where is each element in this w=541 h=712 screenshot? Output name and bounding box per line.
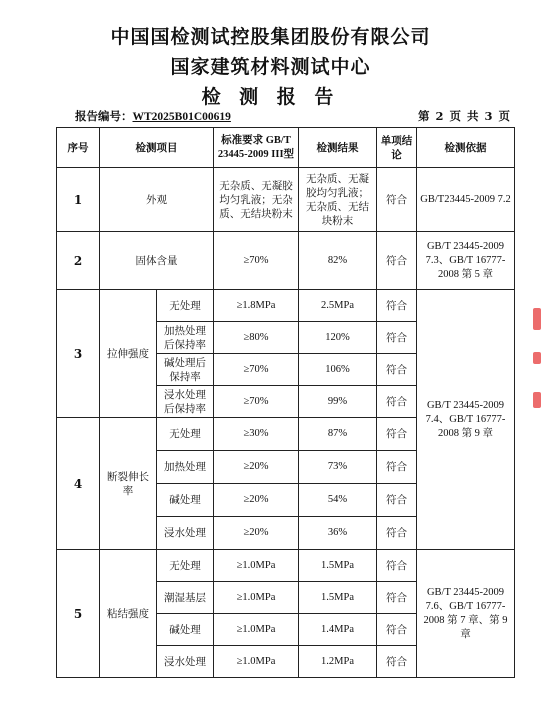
sub-item: 碱处理 <box>157 484 214 517</box>
row-requirement: ≥20% <box>214 484 299 517</box>
row-result: 87% <box>299 418 377 451</box>
row-requirement: ≥30% <box>214 418 299 451</box>
header-verdict: 单项结论 <box>377 128 417 168</box>
row-verdict: 符合 <box>377 418 417 451</box>
sub-item: 无处理 <box>157 290 214 322</box>
row-requirement: ≥1.0MPa <box>214 646 299 678</box>
sub-item: 加热处理 <box>157 451 214 484</box>
row-requirement: ≥70% <box>214 232 299 290</box>
company-name: 中国国检测试控股集团股份有限公司 <box>110 26 431 48</box>
row-verdict: 符合 <box>377 354 417 386</box>
header-serial: 序号 <box>57 128 100 168</box>
row-verdict: 符合 <box>377 646 417 678</box>
row-verdict: 符合 <box>377 451 417 484</box>
table-row <box>57 550 515 582</box>
sub-item: 浸水处理后保持率 <box>157 386 214 418</box>
report-number <box>75 108 231 124</box>
seal-stamp-fragment <box>533 392 541 408</box>
row-requirement: ≥80% <box>214 322 299 354</box>
row-result: 54% <box>299 484 377 517</box>
row-verdict: 符合 <box>377 386 417 418</box>
row-verdict: 符合 <box>377 582 417 614</box>
row-serial: 2 <box>57 232 100 290</box>
row-serial: 1 <box>57 168 100 232</box>
seal-stamp-fragment <box>533 308 541 330</box>
row-result: 82% <box>299 232 377 290</box>
row-result: 99% <box>299 386 377 418</box>
row-verdict: 符合 <box>377 484 417 517</box>
row-result: 106% <box>299 354 377 386</box>
row-verdict: 符合 <box>377 290 417 322</box>
sub-item: 碱处理后保持率 <box>157 354 214 386</box>
row-verdict: 符合 <box>377 517 417 550</box>
document-title: 检 测 报 告 <box>201 86 340 108</box>
row-serial: 5 <box>57 550 100 678</box>
row-serial: 3 <box>57 290 100 418</box>
header-item: 检测项目 <box>100 128 214 168</box>
table-header-row <box>57 128 515 168</box>
row-item: 拉伸强度 <box>100 290 157 418</box>
results-table <box>56 127 515 678</box>
header-basis: 检测依据 <box>417 128 515 168</box>
sub-item: 浸水处理 <box>157 646 214 678</box>
report-number-value: WT2025B01C00619 <box>132 111 231 123</box>
page-info: 第 2 页 共 3 页 <box>417 109 511 123</box>
row-result: 120% <box>299 322 377 354</box>
center-name: 国家建筑材料测试中心 <box>170 56 371 78</box>
report-meta <box>75 108 511 124</box>
row-requirement: ≥20% <box>214 451 299 484</box>
row-requirement: ≥70% <box>214 386 299 418</box>
row-requirement: ≥1.0MPa <box>214 582 299 614</box>
row-result: 36% <box>299 517 377 550</box>
sub-item: 无处理 <box>157 550 214 582</box>
sub-item: 无处理 <box>157 418 214 451</box>
row-requirement: 无杂质、无凝胶均匀乳液；无杂质、无结块粉末 <box>214 168 299 232</box>
row-result: 无杂质、无凝胶均匀乳液；无杂质、无结块粉末 <box>299 168 377 232</box>
row-result: 73% <box>299 451 377 484</box>
row-serial: 4 <box>57 418 100 550</box>
report-number-label: 报告编号： <box>75 109 133 123</box>
row-verdict: 符合 <box>377 322 417 354</box>
row-basis: GB/T 23445-2009 7.6、GB/T 16777-2008 第 7 章、第 9 章 <box>417 550 515 678</box>
row-requirement: ≥20% <box>214 517 299 550</box>
row-result: 1.2MPa <box>299 646 377 678</box>
row-result: 1.5MPa <box>299 582 377 614</box>
table-row <box>57 290 515 322</box>
sub-item: 潮湿基层 <box>157 582 214 614</box>
row-basis: GB/T 23445-2009 7.3、GB/T 16777-2008 第 5 章 <box>417 232 515 290</box>
row-basis: GB/T23445-2009 7.2 <box>417 168 515 232</box>
row-result: 2.5MPa <box>299 290 377 322</box>
row-item: 固体含量 <box>100 232 214 290</box>
row-item: 外观 <box>100 168 214 232</box>
row-verdict: 符合 <box>377 232 417 290</box>
header-result: 检测结果 <box>299 128 377 168</box>
row-basis: GB/T 23445-2009 7.4、GB/T 16777-2008 第 9 章 <box>417 290 515 550</box>
row-item: 粘结强度 <box>100 550 157 678</box>
row-verdict: 符合 <box>377 168 417 232</box>
row-verdict: 符合 <box>377 550 417 582</box>
row-requirement: ≥1.0MPa <box>214 550 299 582</box>
seal-stamp-fragment <box>533 352 541 364</box>
sub-item: 碱处理 <box>157 614 214 646</box>
table-row <box>57 168 515 232</box>
row-requirement: ≥1.8MPa <box>214 290 299 322</box>
row-requirement: ≥1.0MPa <box>214 614 299 646</box>
table-row <box>57 232 515 290</box>
header-requirement: 标准要求 GB/T 23445-2009 III型 <box>214 128 299 168</box>
row-result: 1.5MPa <box>299 550 377 582</box>
row-requirement: ≥70% <box>214 354 299 386</box>
sub-item: 加热处理后保持率 <box>157 322 214 354</box>
row-result: 1.4MPa <box>299 614 377 646</box>
sub-item: 浸水处理 <box>157 517 214 550</box>
row-verdict: 符合 <box>377 614 417 646</box>
row-item: 断裂伸长率 <box>100 418 157 550</box>
